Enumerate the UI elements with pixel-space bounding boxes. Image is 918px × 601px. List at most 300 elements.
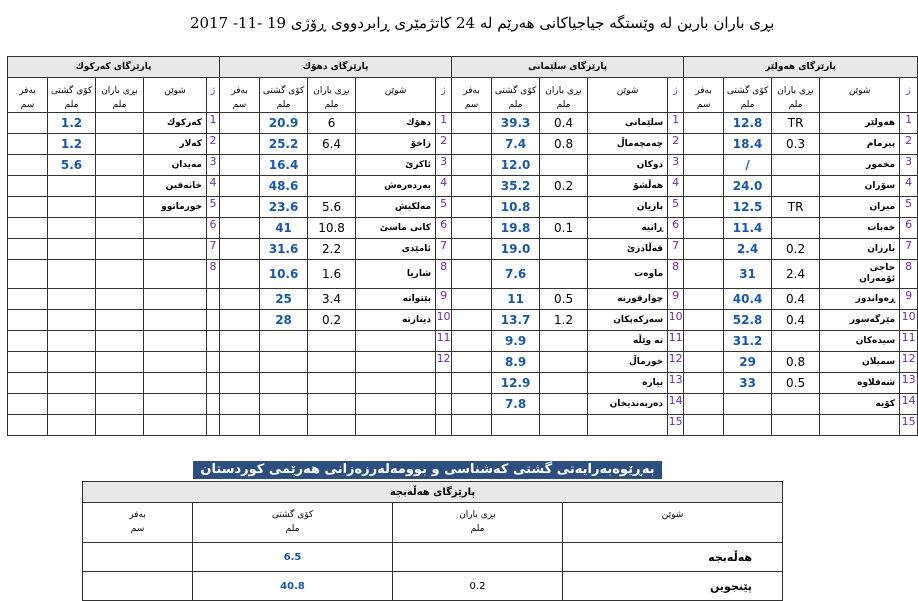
col-snow-erbil: بەفر سم [684,78,724,113]
rain-cell: 0.8 [540,134,588,155]
rain-cell: TR [772,197,820,218]
total-cell [724,415,772,436]
col-rain-erbil: بڕی باران ملم [772,78,820,113]
col-rain-kirkuk: بڕی باران ملم [96,78,144,113]
total-cell: 5.6 [48,155,96,176]
snow-cell [684,373,724,394]
rain-cell [96,415,144,436]
col-no-duhok: ژ [436,78,452,113]
total-cell: 1.2 [48,134,96,155]
total-cell: 31 [724,260,772,289]
rain-cell [96,176,144,197]
place-cell: ڕەواندوز [820,289,900,310]
table-row [8,197,918,218]
rain-cell [96,113,144,134]
total-cell: 35.2 [492,176,540,197]
row-number [436,394,452,415]
snow-cell [684,218,724,239]
total-cell [260,373,308,394]
rain-cell [308,373,356,394]
rain-cell: 1.2 [540,310,588,331]
place-cell: ڕانیە [588,218,668,239]
row-number: 9 [668,289,684,310]
snow-cell [8,331,48,352]
rain-cell [308,176,356,197]
total-cell: 12.5 [724,197,772,218]
snow-cell [220,176,260,197]
row-number: 5 [900,197,918,218]
place-cell [144,310,207,331]
total-cell [260,331,308,352]
table-row [8,373,918,394]
group-erbil: پارێزگای هەولێر [684,57,918,78]
table-row [8,155,918,176]
total-cell: 23.6 [260,197,308,218]
total-cell [48,197,96,218]
row-number [207,310,220,331]
place-cell [144,415,207,436]
row-number: 4 [668,176,684,197]
table-row [8,176,918,197]
rain-cell [540,155,588,176]
total-cell: 40.8 [193,572,393,601]
total-cell: 31.2 [724,331,772,352]
row-number: 6 [668,218,684,239]
total-cell: 40.4 [724,289,772,310]
place-cell: دهۆك [356,113,436,134]
total-cell: 10.8 [492,197,540,218]
table-row [8,134,918,155]
rain-cell [540,197,588,218]
rain-cell [308,415,356,436]
rain-cell [540,352,588,373]
place-cell: كەركوك [144,113,207,134]
total-cell: 41 [260,218,308,239]
total-cell: 39.3 [492,113,540,134]
snow-cell [220,415,260,436]
place-cell [144,239,207,260]
column-header-row [8,78,918,113]
row-number: 6 [207,218,220,239]
snow-cell [220,289,260,310]
row-number: 12 [436,352,452,373]
snow-cell [8,352,48,373]
snow-cell [220,394,260,415]
total-cell: 13.7 [492,310,540,331]
rain-cell: 0.8 [772,352,820,373]
col-snow-duhok: بەفر سم [220,78,260,113]
rain-cell [96,394,144,415]
rain-cell [772,415,820,436]
snow-cell [452,239,492,260]
total-cell: 12.0 [492,155,540,176]
rain-cell [393,543,563,572]
rain-cell: 2.4 [772,260,820,289]
snow-cell [220,331,260,352]
place-cell: ئامێدی [356,239,436,260]
snow-cell [83,543,193,572]
row-number: 3 [207,155,220,176]
snow-cell [220,134,260,155]
col-place: شوێن [563,503,783,543]
snow-cell [684,331,724,352]
row-number: 7 [900,239,918,260]
rain-cell: 2.2 [308,239,356,260]
snow-cell [452,218,492,239]
rain-cell [96,331,144,352]
place-cell: كۆیە [820,394,900,415]
group-halabja: پارێزگای هەڵەبجە [83,482,783,503]
total-cell: 7.6 [492,260,540,289]
halabja-group-row [83,482,783,503]
rain-cell [772,218,820,239]
rain-cell [96,352,144,373]
total-cell: / [724,155,772,176]
snow-cell [8,239,48,260]
table-row [8,113,918,134]
row-number: 2 [207,134,220,155]
place-cell [144,260,207,289]
row-number: 8 [436,260,452,289]
snow-cell [684,352,724,373]
group-duhok: پارێزگای دهۆك [220,57,452,78]
total-cell: 52.8 [724,310,772,331]
row-number: 12 [900,352,918,373]
rain-cell [308,352,356,373]
place-cell: خورماڵ [588,352,668,373]
total-cell [48,239,96,260]
snow-cell [452,113,492,134]
snow-cell [452,373,492,394]
snow-cell [684,310,724,331]
place-cell: خانەقین [144,176,207,197]
snow-cell [83,572,193,601]
snow-cell [8,310,48,331]
place-cell: مەلكیش [356,197,436,218]
col-no-erbil: ژ [900,78,918,113]
row-number: 3 [900,155,918,176]
snow-cell [8,155,48,176]
total-cell: 9.9 [492,331,540,352]
total-cell: 24.0 [724,176,772,197]
rain-cell: 0.3 [772,134,820,155]
col-total: كۆی گشتی ملم [193,503,393,543]
snow-cell [684,260,724,289]
place-cell: بیارە [588,373,668,394]
place-cell: بێتواتە [356,289,436,310]
place-cell: سیدەكان [820,331,900,352]
rain-cell: 0.4 [772,310,820,331]
place-cell: خەبات [820,218,900,239]
snow-cell [452,331,492,352]
snow-cell [684,113,724,134]
total-cell: 29 [724,352,772,373]
total-cell [260,415,308,436]
col-rain: بڕی باران ملم [393,503,563,543]
row-number: 8 [668,260,684,289]
row-number: 4 [207,176,220,197]
row-number: 5 [668,197,684,218]
rainfall-table [7,56,918,436]
rain-cell [308,394,356,415]
rain-cell [540,415,588,436]
place-cell: دەربەندیخان [588,394,668,415]
rain-cell [96,197,144,218]
place-cell: چەمچەماڵ [588,134,668,155]
total-cell: 33 [724,373,772,394]
place-cell: مێرگەسور [820,310,900,331]
col-snow-kirkuk: بەفر سم [8,78,48,113]
place-cell: كانی ماسێ [356,218,436,239]
total-cell: 19.8 [492,218,540,239]
place-cell: شاریا [356,260,436,289]
snow-cell [8,176,48,197]
snow-cell [220,113,260,134]
total-cell: 8.9 [492,352,540,373]
col-place-kirkuk: شوێن [144,78,207,113]
row-number: 14 [900,394,918,415]
snow-cell [8,394,48,415]
snow-cell [8,134,48,155]
snow-cell [684,197,724,218]
table-row [8,331,918,352]
row-number [207,394,220,415]
col-place-erbil: شوێن [820,78,900,113]
snow-cell [220,373,260,394]
row-number: 10 [900,310,918,331]
row-number: 2 [436,134,452,155]
place-cell: هەولێر [820,113,900,134]
row-number: 10 [436,310,452,331]
row-number: 11 [900,331,918,352]
col-total-erbil: كۆی گشتی ملم [724,78,772,113]
row-number: 7 [207,239,220,260]
place-cell [356,373,436,394]
total-cell: 19.0 [492,239,540,260]
rain-cell [540,239,588,260]
place-cell: كەلار [144,134,207,155]
total-cell: 7.8 [492,394,540,415]
total-cell: 11 [492,289,540,310]
rain-cell: 0.4 [540,113,588,134]
halabja-header-row [83,503,783,543]
snow-cell [8,197,48,218]
rain-cell: 0.5 [540,289,588,310]
rain-cell [772,155,820,176]
rain-cell [96,134,144,155]
row-number: 2 [668,134,684,155]
row-number: 9 [436,289,452,310]
row-number: 15 [668,415,684,436]
rain-cell: 6 [308,113,356,134]
snow-cell [8,373,48,394]
rain-cell: 10.8 [308,218,356,239]
total-cell: 28 [260,310,308,331]
snow-cell [684,289,724,310]
rain-cell [308,155,356,176]
rain-cell: 6.4 [308,134,356,155]
row-number: 1 [668,113,684,134]
group-kirkuk: پارێزگای كەركوك [8,57,220,78]
place-cell [588,415,668,436]
place-cell: هەڵەبجە [563,543,783,572]
snow-cell [220,310,260,331]
snow-cell [452,176,492,197]
place-cell [144,331,207,352]
total-cell [260,394,308,415]
table-row [8,415,918,436]
row-number: 13 [900,373,918,394]
col-total-sulaimani: كۆی گشتی ملم [492,78,540,113]
total-cell: 25 [260,289,308,310]
row-number: 11 [436,331,452,352]
row-number [207,415,220,436]
rain-cell [540,260,588,289]
place-cell: سمیلان [820,352,900,373]
rain-cell [540,394,588,415]
row-number: 8 [207,260,220,289]
row-number: 11 [668,331,684,352]
rain-cell: 0.2 [393,572,563,601]
table-row [8,239,918,260]
total-cell [48,310,96,331]
group-header-row [8,57,918,78]
place-cell: مخمور [820,155,900,176]
snow-cell [452,197,492,218]
place-cell: پیرمام [820,134,900,155]
total-cell: 48.6 [260,176,308,197]
row-number [207,289,220,310]
rain-cell [540,331,588,352]
total-cell: 16.4 [260,155,308,176]
rain-cell: 0.5 [772,373,820,394]
snow-cell [220,155,260,176]
total-cell: 1.2 [48,113,96,134]
total-cell: 10.6 [260,260,308,289]
total-cell: 11.4 [724,218,772,239]
row-number [207,352,220,373]
table-row [8,260,918,289]
total-cell: 20.9 [260,113,308,134]
snow-cell [452,155,492,176]
row-number: 4 [900,176,918,197]
place-cell [356,415,436,436]
place-cell: بازیان [588,197,668,218]
place-cell: حاجی ئۆمەران [820,260,900,289]
snow-cell [8,218,48,239]
row-number: 8 [900,260,918,289]
place-cell: چوارقورنە [588,289,668,310]
row-number [436,415,452,436]
row-number [207,373,220,394]
rain-cell: TR [772,113,820,134]
org-banner: بەڕێوەبەرایەتی گشتی کەشناسی و بوومەلەرزەزانی هەرێمی کوردستان [193,461,662,479]
table-row [8,289,918,310]
col-place-duhok: شوێن [356,78,436,113]
snow-cell [452,260,492,289]
place-cell: سۆران [820,176,900,197]
rain-cell [772,394,820,415]
total-cell [48,260,96,289]
rain-cell [96,155,144,176]
place-cell: قەڵادزێ [588,239,668,260]
place-cell: سەرکەپکان [588,310,668,331]
place-cell: دینارتە [356,310,436,331]
snow-cell [452,134,492,155]
row-number: 1 [436,113,452,134]
rain-cell [96,239,144,260]
total-cell: 12.9 [492,373,540,394]
place-cell: هەڵشۆ [588,176,668,197]
row-number: 3 [668,155,684,176]
place-cell: سلێمانی [588,113,668,134]
row-number: 5 [207,197,220,218]
table-row [8,218,918,239]
col-rain-sulaimani: بڕی باران ملم [540,78,588,113]
row-number: 7 [436,239,452,260]
place-cell [144,289,207,310]
total-cell [48,331,96,352]
col-snow: بەفر سم [83,503,193,543]
total-cell [48,352,96,373]
row-number: 2 [900,134,918,155]
rain-cell [308,331,356,352]
rain-cell: 0.1 [540,218,588,239]
row-number: 5 [436,197,452,218]
row-number [436,373,452,394]
rain-cell [772,331,820,352]
snow-cell [220,197,260,218]
row-number: 3 [436,155,452,176]
place-cell: میران [820,197,900,218]
total-cell [48,373,96,394]
total-cell [492,415,540,436]
rain-cell: 0.2 [772,239,820,260]
rain-cell [96,260,144,289]
total-cell [48,176,96,197]
row-number: 6 [900,218,918,239]
rain-cell [540,373,588,394]
snow-cell [684,415,724,436]
rain-cell [96,373,144,394]
row-number: 12 [668,352,684,373]
row-number: 1 [900,113,918,134]
total-cell: 2.4 [724,239,772,260]
rain-cell: 5.6 [308,197,356,218]
snow-cell [220,260,260,289]
place-cell [144,218,207,239]
rain-cell [96,310,144,331]
place-cell: خورماتوو [144,197,207,218]
group-sulaimani: پارێزگای سلێمانی [452,57,684,78]
total-cell [48,394,96,415]
snow-cell [684,394,724,415]
row-number: 7 [668,239,684,260]
col-total-kirkuk: كۆی گشتی ملم [48,78,96,113]
place-cell [356,394,436,415]
col-snow-sulaimani: بەفر سم [452,78,492,113]
snow-cell [8,415,48,436]
place-cell [356,352,436,373]
snow-cell [452,415,492,436]
rain-cell: 3.4 [308,289,356,310]
rain-cell: 0.4 [772,289,820,310]
table-row [8,352,918,373]
rain-cell: 1.6 [308,260,356,289]
row-number: 6 [436,218,452,239]
table-row [83,572,783,601]
place-cell [144,352,207,373]
